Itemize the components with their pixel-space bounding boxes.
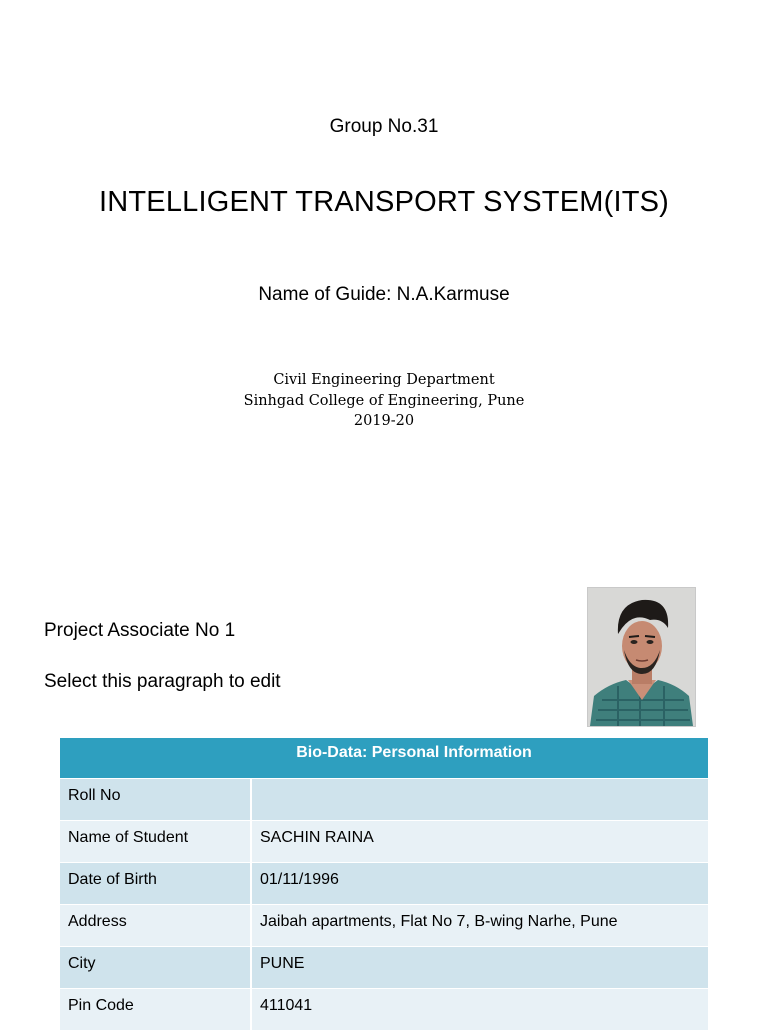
project-associate-label: Project Associate No 1 [44,620,236,641]
table-row [60,947,708,989]
biodata-table [60,738,708,1031]
row-label-roll-no: Roll No [60,779,252,820]
student-photo [587,587,696,727]
row-value-address[interactable]: Jaibah apartments, Flat No 7, B-wing Narhe, Pune [260,913,618,930]
row-label-student-name: Name of Student [60,821,252,862]
row-label-city: City [60,947,252,988]
table-row [60,905,708,947]
row-value-date-of-birth[interactable]: 01/11/1996 [260,871,339,888]
guide-name: Name of Guide: N.A.Karmuse [258,284,510,305]
table-row [60,779,708,821]
table-row [60,989,708,1031]
biodata-table-header [60,738,708,779]
group-number: Group No.31 [329,116,439,137]
row-value-roll-no[interactable] [252,779,708,820]
edit-paragraph-hint[interactable]: Select this paragraph to edit [44,671,281,692]
institution-block [0,370,768,432]
row-label-date-of-birth: Date of Birth [60,863,252,904]
biodata-heading: Bio-Data: Personal Information [296,744,532,761]
college-name: Sinhgad College of Engineering, Pune [243,392,525,409]
academic-year: 2019-20 [353,413,415,429]
department-name: Civil Engineering Department [273,372,495,388]
row-value-city[interactable]: PUNE [260,955,305,972]
table-row [60,821,708,863]
row-value-pin-code[interactable]: 411041 [260,997,313,1014]
row-value-student-name[interactable]: SACHIN RAINA [260,829,374,846]
row-label-pin-code: Pin Code [60,989,252,1030]
document-title: INTELLIGENT TRANSPORT SYSTEM(ITS) [98,186,670,218]
table-row [60,863,708,905]
student-portrait-image [588,588,695,726]
row-label-address: Address [60,905,252,946]
